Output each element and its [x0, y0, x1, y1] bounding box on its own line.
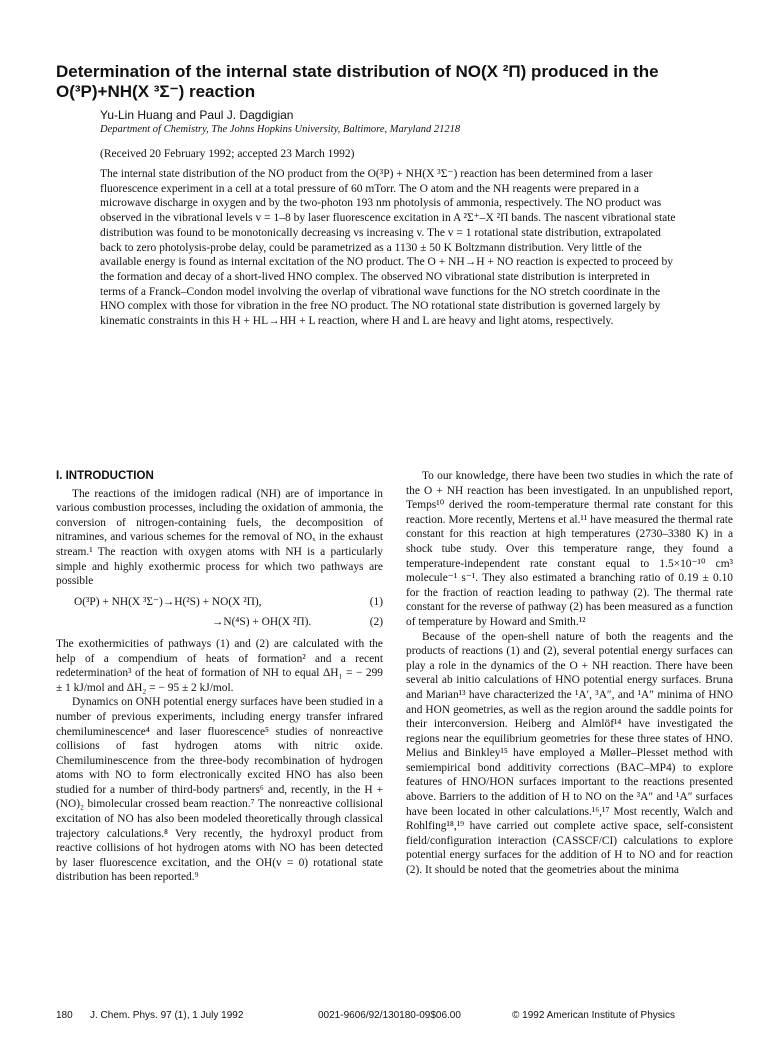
- author-affiliation: Department of Chemistry, The Johns Hopkins University, Baltimore, Maryland 21218: [100, 124, 461, 135]
- right-column: [406, 469, 733, 878]
- journal-citation: J. Chem. Phys. 97 (1), 1 July 1992: [90, 1010, 244, 1021]
- intro-paragraph-1: The reactions of the imidogen radical (NH) are of importance in various combustion processes, including the oxidation of ammonia, the conversion of nitrogen-containing fuels, the decomposition of nitramines, and various schemes for the removal of NOₓ in the exhaust stream.¹ The reaction with oxygen atoms with NH is a particularly simple and highly exothermic process for which two pathways are possible: [56, 487, 383, 588]
- left-column: [56, 469, 383, 885]
- right-paragraph-1: To our knowledge, there have been two studies in which the rate of the O + NH reaction has been investigated. In an unpublished report, Temps¹⁰ derived the room-temperature thermal rate constant for this reaction. More recently, Mertens et al.¹¹ have measured the thermal rate constant for this reaction at high temperatures (2730–3380 K) in a shock tube study. Over this temperature range, they found a temperature-independent rate constant equal to 1.5×10⁻¹⁰ cm³ molecule⁻¹ s⁻¹. They also estimated a branching ratio of 0.19 ± 0.10 for the fraction of reaction leading to pathway (2). The thermal rate constant for the reverse of pathway (2) has been measured as a function of temperature by Howard and Smith.¹²: [406, 470, 733, 628]
- article-code: 0021-9606/92/130180-09$06.00: [318, 1010, 461, 1021]
- paper-title: Determination of the internal state distribution of NO(X ²Π) produced in the O(³P)+NH(X ³Σ⁻) reaction: [56, 62, 659, 101]
- section-heading-introduction: I. INTRODUCTION: [56, 470, 154, 482]
- equation-1: O(³P) + NH(X ³Σ⁻)→H(²S) + NO(X ²Π),: [74, 595, 262, 608]
- page-number: 180: [56, 1010, 73, 1021]
- right-paragraph-2: Because of the open-shell nature of both the reagents and the products of reactions (1) and (2), several potential energy surfaces can play a role in the dynamics of the O + NH reaction. There have been several ab initio calculations of HNO potential energy surfaces. Bruna and Marian¹³ have characterized the ¹A′, ³A″, and ¹A″ minima of HNO and HON geometries, as well as the region around the saddle points for their interconversion. Heiberg and Almlöf¹⁴ have investigated the regions near the equilibrium geometries for these three states of HNO. Melius and Binkley¹⁵ have employed a Møller–Plesset method with semiempirical bond additivity corrections (BAC–MP4) to explore features of HNO/HON surfaces important to the reactions presented above. Barriers to the addition of H to NO on the ³A″ and ¹A″ surfaces have been located in other calculations.¹⁶,¹⁷ Most recently, Walch and Rohlfing¹⁸,¹⁹ have carried out complete active space, self-consistent field/configuration interaction (CASSCF/CI) calculations to explore potential energy surfaces for the addition of H to NO and for reaction (2). It should be noted that the geometries about the minima: [406, 630, 733, 877]
- abstract: The internal state distribution of the NO product from the O(³P) + NH(X ³Σ⁻) reaction has been determined from a laser fluorescence experiment in a cell at a total pressure of 60 mTorr. The O atom and the NH reagents were prepared in a microwave discharge in oxygen and by the two-photon 193 nm photolysis of ammonia, respectively. The NO product was observed in the vibrational levels v = 1–8 by laser fluorescence excitation in A ²Σ⁺–X ²Π bands. The nascent vibrational state distribution was found to be monotonically decreasing vs increasing v. The v = 1 rotational state distribution, extrapolated back to zero photolysis-probe delay, could be parametrized as a 1130 ± 50 K Boltzmann distribution. Very little of the available energy is found as internal excitation of the NO product. The O + NH→H + NO reaction is expected to proceed by the formation and decay of a short-lived HNO complex. The observed NO vibrational state distribution is interpreted in terms of a Franck–Condon model involving the overlap of vibrational wave functions for the NO stretch coordinate in the HNO complex with those for vibration in the free NO product. The NO rotational state distribution is governed largely by kinematic constraints in this H + HL→HH + L reaction, where H and L are heavy and light atoms, respectively.: [100, 168, 676, 328]
- copyright-notice: © 1992 American Institute of Physics: [512, 1010, 676, 1021]
- equation-2: →N(⁴S) + OH(X ²Π).: [212, 616, 312, 629]
- intro-paragraph-2: The exothermicities of pathways (1) and (2) are calculated with the help of a compendium of heats of formation² and a recent redetermination³ of the heat of formation of NH to equal ΔH₁ = − 299 ± 1 kJ/mol and ΔH₂ = − 95 ± 2 kJ/mol.: [56, 637, 383, 694]
- equation-1-number: (1): [369, 595, 383, 608]
- received-dates: (Received 20 February 1992; accepted 23 March 1992): [100, 148, 355, 160]
- reaction-equations: [56, 595, 383, 630]
- paper-authors: Yu-Lin Huang and Paul J. Dagdigian: [100, 108, 294, 122]
- equation-2-number: (2): [369, 616, 383, 629]
- intro-paragraph-3: Dynamics on ONH potential energy surfaces have been studied in a number of previous experiments, including energy transfer infrared chemiluminescence⁴ and laser fluorescence⁵ studies of nonreactive collisions of fast hydrogen atoms with nitric oxide. Chemiluminescence from the three-body recombination of hydrogen atoms with NO to form electronically excited HNO has also been studied for a number of third-body partners⁶ and, recently, in the H + (NO)₂ bimolecular crossed beam reaction.⁷ The nonreactive collisional excitation of NO has also been modeled theoretically through classical trajectory calculations.⁸ Very recently, the hydroxyl product from reactive collisions of hot hydrogen atoms with NO has been detected by laser fluorescence excitation, and the OH(v = 0) rotational state distribution has been reported.⁹: [56, 696, 383, 884]
